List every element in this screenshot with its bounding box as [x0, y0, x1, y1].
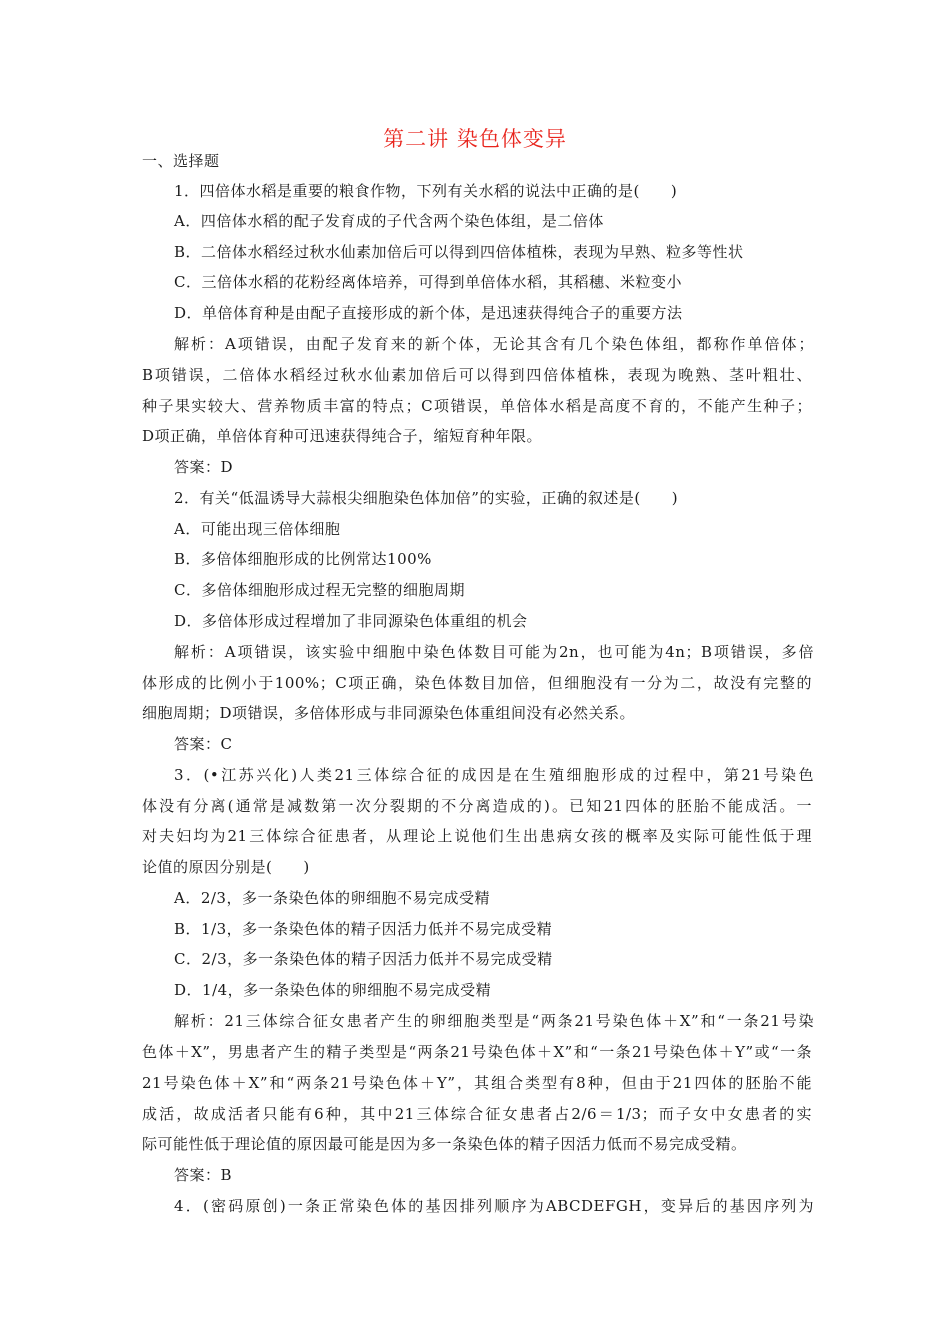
q3-analysis-line: 解析：21三体综合征女患者产生的卵细胞类型是“两条21号染色体＋X”和“一条21号染 — [174, 1012, 814, 1030]
q3-stem-line: 对夫妇均为21三体综合征患者，从理论上说他们生出患病女孩的概率及实际可能性低于理 — [142, 827, 812, 845]
q1-analysis-line: 解析：A项错误，由配子发育来的新个体，无论其含有几个染色体组，都称作单倍体； — [174, 335, 814, 353]
q1-analysis-line: 种子果实较大、营养物质丰富的特点；C项错误，单倍体水稻是高度不育的，不能产生种子； — [142, 397, 812, 415]
q2-analysis-line: 解析：A项错误，该实验中细胞中染色体数目可能为2n，也可能为4n；B项错误，多倍 — [174, 643, 814, 661]
q2-stem: 2．有关“低温诱导大蒜根尖细胞染色体加倍”的实验，正确的叙述是( ) — [174, 489, 679, 507]
q2-answer: 答案：C — [174, 735, 233, 753]
q1-analysis-line: D项正确，单倍体育种可迅速获得纯合子，缩短育种年限。 — [142, 427, 543, 445]
q3-option-c: C．2/3，多一条染色体的精子因活力低并不易完成受精 — [174, 950, 553, 968]
q2-option-a: A．可能出现三倍体细胞 — [174, 520, 341, 538]
q3-option-a: A．2/3，多一条染色体的卵细胞不易完成受精 — [174, 889, 490, 907]
q1-option-c: C．三倍体水稻的花粉经离体培养，可得到单倍体水稻，其稻穗、米粒变小 — [174, 273, 682, 291]
q1-option-a: A．四倍体水稻的配子发育成的子代含两个染色体组，是二倍体 — [174, 212, 604, 230]
q1-option-b: B．二倍体水稻经过秋水仙素加倍后可以得到四倍体植株，表现为早熟、粒多等性状 — [174, 243, 744, 261]
q3-answer: 答案：B — [174, 1166, 233, 1184]
q2-analysis-line: 体形成的比例小于100%；C项正确，染色体数目加倍，但细胞没有一分为二，故没有完整的 — [142, 674, 812, 692]
q1-answer: 答案：D — [174, 458, 234, 476]
q4-stem: 4．(密码原创)一条正常染色体的基因排列顺序为ABCDEFGH，变异后的基因序列为 — [174, 1197, 814, 1215]
q2-option-c: C．多倍体细胞形成过程无完整的细胞周期 — [174, 581, 465, 599]
q2-option-b: B．多倍体细胞形成的比例常达100% — [174, 550, 432, 568]
q1-option-d: D．单倍体育种是由配子直接形成的新个体，是迅速获得纯合子的重要方法 — [174, 304, 683, 322]
q3-option-b: B．1/3，多一条染色体的精子因活力低并不易完成受精 — [174, 920, 553, 938]
q2-analysis-line: 细胞周期；D项错误，多倍体形成与非同源染色体重组间没有必然关系。 — [142, 704, 636, 722]
q3-stem-line: 论值的原因分别是( ) — [142, 858, 310, 876]
q1-stem: 1．四倍体水稻是重要的粮食作物，下列有关水稻的说法中正确的是( ) — [174, 182, 678, 200]
q3-analysis-line: 色体＋X”，男患者产生的精子类型是“两条21号染色体＋X”和“一条21号染色体＋Y”或“一条 — [142, 1043, 812, 1061]
q3-analysis-line: 成活，故成活者只能有6种，其中21三体综合征女患者占2/6＝1/3；而子女中女患者的实 — [142, 1105, 812, 1123]
section-heading: 一、选择题 — [142, 152, 220, 170]
q3-analysis-line: 21号染色体＋X”和“两条21号染色体＋Y”，其组合类型有8种，但由于21四体的胚胎不能 — [142, 1074, 812, 1092]
q2-option-d: D．多倍体形成过程增加了非同源染色体重组的机会 — [174, 612, 528, 630]
q3-stem-line: 体没有分离(通常是减数第一次分裂期的不分离造成的)。已知21四体的胚胎不能成活。一 — [142, 797, 812, 815]
page-title: 第二讲 染色体变异 — [383, 127, 567, 151]
q3-stem-line: 3．(•江苏兴化)人类21三体综合征的成因是在生殖细胞形成的过程中，第21号染色 — [174, 766, 814, 784]
q3-option-d: D．1/4，多一条染色体的卵细胞不易完成受精 — [174, 981, 492, 999]
q3-analysis-line: 际可能性低于理论值的原因最可能是因为多一条染色体的精子因活力低而不易完成受精。 — [142, 1135, 747, 1153]
q1-analysis-line: B项错误，二倍体水稻经过秋水仙素加倍后可以得到四倍体植株，表现为晚熟、茎叶粗壮、 — [142, 366, 812, 384]
